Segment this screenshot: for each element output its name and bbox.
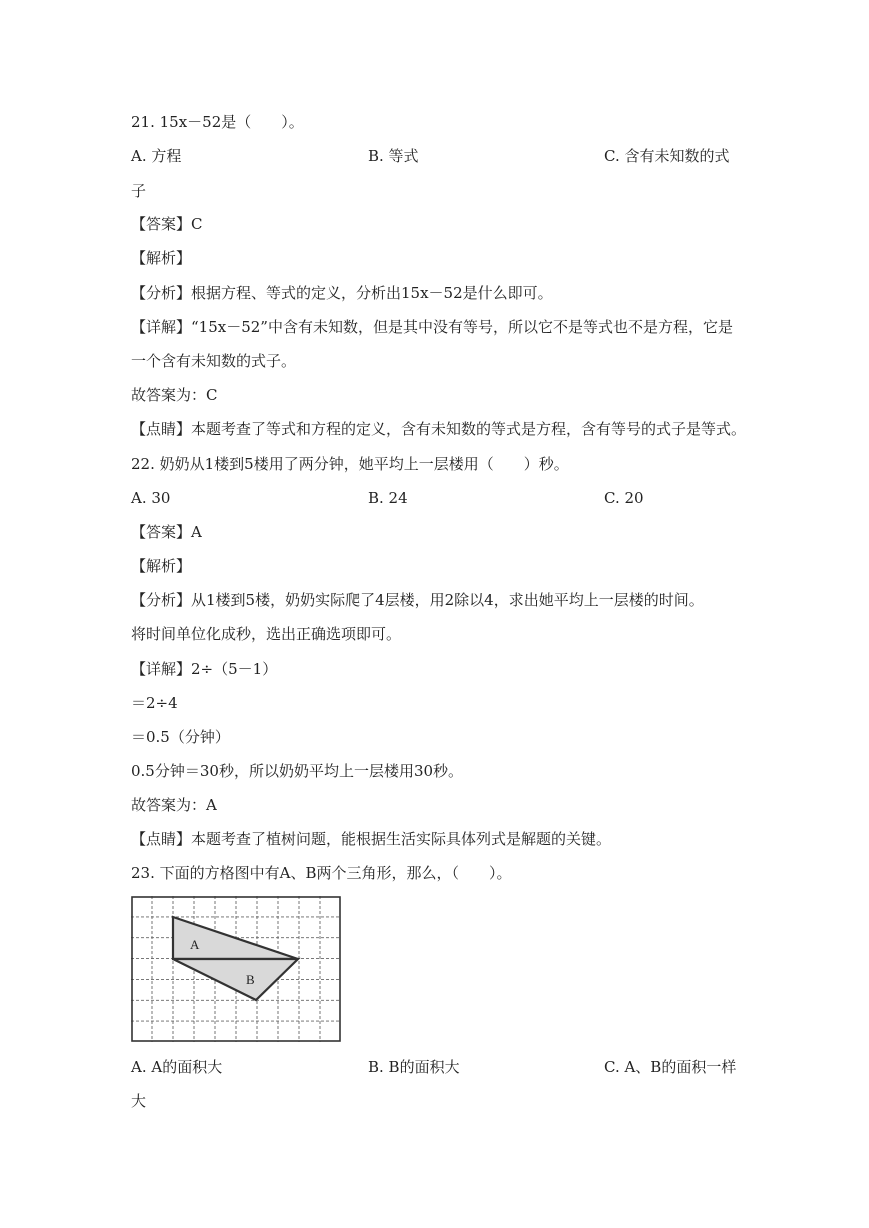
q23-option-a: A. A的面积大: [131, 1058, 223, 1076]
q21-option-c: C. 含有未知数的式: [604, 147, 730, 165]
q21-analysis: 【分析】根据方程、等式的定义，分析出15x－52是什么即可。: [131, 284, 553, 302]
q22-detail-line-1: 【详解】2÷（5－1）: [131, 660, 278, 678]
q23-grid-figure: [131, 896, 341, 1042]
grid-svg: [131, 896, 341, 1042]
q22-option-b: B. 24: [368, 489, 408, 507]
q22-final-answer: 故答案为：A: [131, 796, 217, 814]
q22-option-a: A. 30: [131, 489, 171, 507]
q21-final-answer: 故答案为：C: [131, 386, 218, 404]
q21-detail-line-2: 一个含有未知数的式子。: [131, 352, 297, 370]
q22-stem: 22. 奶奶从1楼到5楼用了两分钟，她平均上一层楼用（ ）秒。: [131, 455, 569, 473]
triangle-a-label: A: [190, 937, 200, 952]
q22-analysis-line-2: 将时间单位化成秒，选出正确选项即可。: [131, 625, 402, 643]
q21-option-c-wrap: 子: [131, 182, 147, 200]
q21-analysis-heading: 【解析】: [131, 249, 192, 267]
q21-answer: 【答案】C: [131, 215, 203, 233]
q23-option-c: C. A、B的面积一样: [604, 1058, 737, 1076]
q22-analysis-line-1: 【分析】从1楼到5楼，奶奶实际爬了4层楼，用2除以4，求出她平均上一层楼的时间。: [131, 591, 704, 609]
q21-stem: 21. 15x－52是（ ）。: [131, 113, 304, 131]
q23-option-b: B. B的面积大: [368, 1058, 460, 1076]
q23-option-c-wrap: 大: [131, 1092, 147, 1110]
q22-detail-line-4: 0.5分钟＝30秒，所以奶奶平均上一层楼用30秒。: [131, 762, 464, 780]
q22-comment: 【点睛】本题考查了植树问题，能根据生活实际具体列式是解题的关键。: [131, 830, 612, 848]
q22-answer: 【答案】A: [131, 523, 202, 541]
q21-option-a: A. 方程: [131, 147, 182, 165]
q23-stem: 23. 下面的方格图中有A、B两个三角形，那么，（ ）。: [131, 864, 512, 882]
q22-detail-line-3: ＝0.5（分钟）: [131, 728, 230, 746]
q22-detail-line-2: ＝2÷4: [131, 694, 178, 712]
q21-detail-line-1: 【详解】“15x－52”中含有未知数，但是其中没有等号，所以它不是等式也不是方程，它是: [131, 318, 733, 336]
q22-analysis-heading: 【解析】: [131, 557, 192, 575]
q22-option-c: C. 20: [604, 489, 644, 507]
triangle-b-label: B: [246, 972, 255, 987]
q21-option-b: B. 等式: [368, 147, 419, 165]
q21-comment: 【点睛】本题考查了等式和方程的定义，含有未知数的等式是方程，含有等号的式子是等式。: [131, 420, 747, 438]
